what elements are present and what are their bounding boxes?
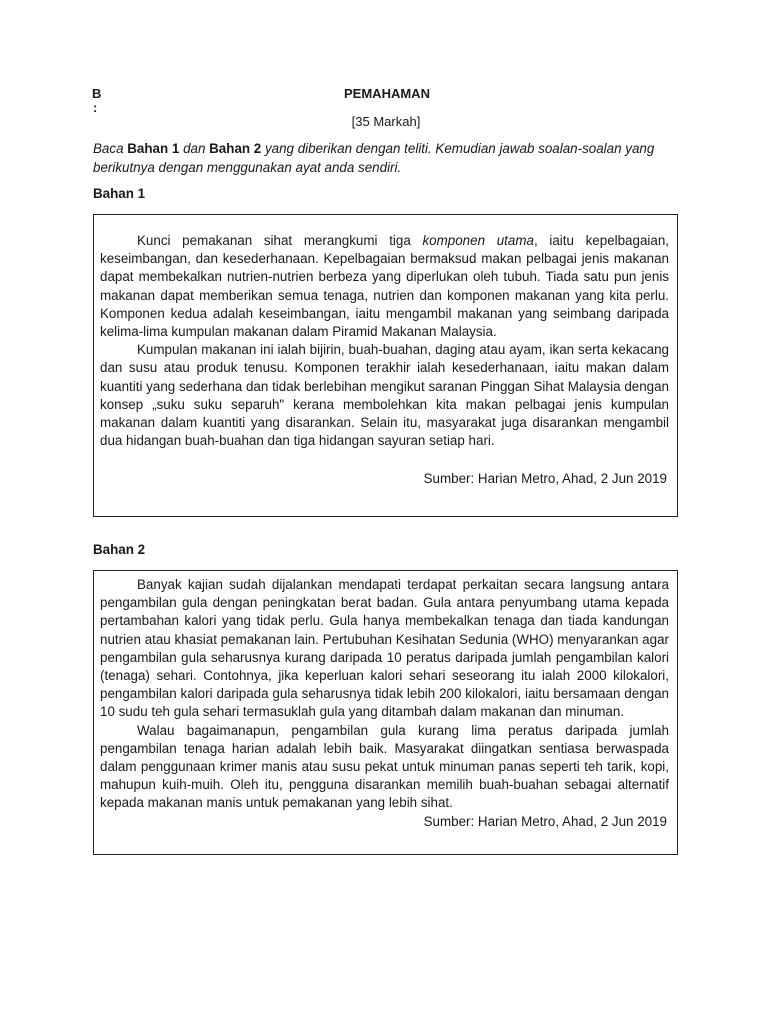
bahan1-p1-before: Kunci pemakanan sihat merangkumi tiga	[137, 233, 423, 248]
instruction-text	[93, 139, 673, 177]
marks-label: [35 Markah]	[351, 114, 421, 129]
bahan2-paragraph-1: Banyak kajian sudah dijalankan mendapati terdapat perkaitan secara langsung antara pengambilan gula dengan peningkatan berat badan. Gula antara penyumbang utama kepada pertambahan kalori yang tidak perlu. Gula hanya membekalkan tenaga dan tiada kandungan nutrien atau khasiat pemakanan lain. Pertubuhan Kesihatan Sedunia (WHO) menyarankan agar pengambilan gula seharusnya kurang daripada 10 peratus daripada jumlah pengambilan kalori (tenaga) sehari. Contohnya, jika keperluan kalori sehari seseorang itu ialah 2000 kilokalori, pengambilan kalori daripada gula seharusnya tidak lebih 200 kilokalori, iaitu bersamaan dengan 10 sudu teh gula sehari termasuklah gula yang ditambah dalam makanan dan minuman.	[100, 577, 669, 720]
bahan2-source: Sumber: Harian Metro, Ahad, 2 Jun 2019	[423, 813, 667, 829]
bahan1-p1-after: , iaitu kepelbagaian, keseimbangan, dan kesederhanaan. Kepelbagaian bermaksud makan pelbagai jenis makanan dapat membekalkan nutrien-nutrien berbeza yang diperlukan oleh tubuh. Tiada satu pun jenis makanan dapat memberikan semua tenaga, nutrien dan komponen makanan yang kita perlu. Komponen kedua adalah keseimbangan, iaitu mengambil makanan yang seimbang daripada kelima-lima kumpulan makanan dalam Piramid Makanan Malaysia.	[100, 233, 669, 340]
section-colon: :	[93, 100, 98, 115]
instruction-bahan2: Bahan 2	[209, 141, 262, 156]
page-title: PEMAHAMAN	[344, 86, 430, 101]
bahan1-heading: Bahan 1	[93, 186, 146, 201]
bahan2-passage-box	[93, 570, 678, 855]
instruction-post: yang diberikan dengan teliti. Kemudian jawab soalan-soalan yang berikutnya dengan menggunakan ayat anda sendiri.	[93, 141, 655, 175]
bahan1-p1-italic: komponen utama	[422, 233, 534, 248]
section-letter: B	[92, 86, 102, 101]
bahan1-source: Sumber: Harian Metro, Ahad, 2 Jun 2019	[423, 471, 667, 487]
bahan1-paragraph-2: Kumpulan makanan ini ialah bijirin, buah-buahan, daging atau ayam, ikan serta kekacang dan susu atau produk tenusu. Komponen terakhir ialah kesederhanaan, iaitu makan dalam kuantiti yang sederhana dan tidak berlebihan mengikut saranan Pinggan Sihat Malaysia dengan konsep „suku suku separuh" kerana membolehkan kita makan pelbagai jenis kumpulan makanan dalam kuantiti yang disarankan. Selain itu, masyarakat juga disarankan mengambil dua hidangan buah-buahan dan tiga hidangan sayuran setiap hari.	[100, 342, 669, 449]
bahan1-passage-box	[93, 214, 678, 517]
instruction-pre: Baca	[93, 141, 128, 156]
bahan2-paragraph-2: Walau bagaimanapun, pengambilan gula kurang lima peratus daripada jumlah pengambilan tenaga harian adalah lebih baik. Masyarakat diingatkan sentiasa berwaspada dalam penggunaan krimer manis atau susu pekat untuk minuman panas seperti teh tarik, kopi, mahupun kuih-muih. Oleh itu, pengguna disarankan memilih buah-buahan sebagai alternatif kepada makanan manis untuk pemakanan yang lebih sihat.	[100, 722, 669, 811]
instruction-bahan1: Bahan 1	[127, 141, 180, 156]
instruction-mid: dan	[179, 141, 210, 156]
bahan2-heading: Bahan 2	[93, 542, 146, 557]
bahan1-paragraph-1	[100, 232, 669, 341]
